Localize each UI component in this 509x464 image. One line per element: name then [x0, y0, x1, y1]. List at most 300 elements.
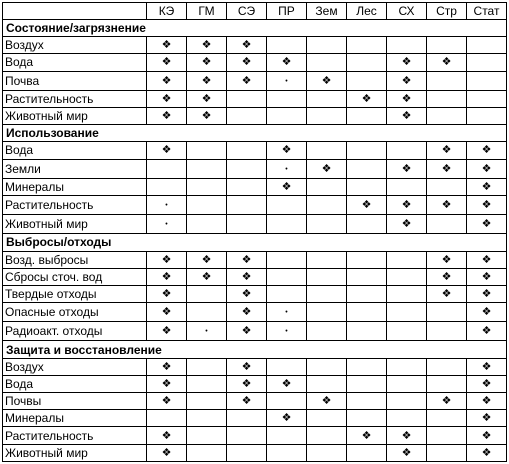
secondary-mark-cell — [147, 215, 187, 234]
row-label: Животный мир — [3, 107, 147, 124]
table-row — [3, 195, 507, 214]
table-row — [3, 303, 507, 322]
table-row — [3, 215, 507, 234]
empty-cell — [387, 178, 427, 195]
empty-cell — [307, 444, 347, 461]
primary-mark-cell — [267, 178, 307, 195]
primary-mark-cell — [147, 142, 187, 159]
empty-cell — [427, 427, 467, 444]
empty-cell — [347, 178, 387, 195]
diamond-mark-icon: ❖ — [201, 270, 212, 283]
row-label: Вода — [3, 142, 147, 159]
empty-cell — [227, 427, 267, 444]
empty-cell — [267, 251, 307, 268]
diamond-mark-icon: ❖ — [201, 74, 212, 87]
diamond-mark-icon: ❖ — [481, 325, 492, 338]
empty-cell — [427, 71, 467, 90]
diamond-mark-icon: ❖ — [441, 270, 452, 283]
row-label: Почвы — [3, 393, 147, 410]
responsibility-matrix-table — [2, 2, 507, 462]
diamond-mark-icon: ❖ — [441, 144, 452, 157]
row-label: Сбросы сточ. вод — [3, 268, 147, 285]
diamond-mark-icon: ❖ — [481, 446, 492, 459]
primary-mark-cell — [347, 90, 387, 107]
diamond-mark-icon: ❖ — [481, 270, 492, 283]
empty-cell — [147, 159, 187, 178]
row-label: Земли — [3, 159, 147, 178]
row-label: Воздух — [3, 358, 147, 375]
diamond-mark-icon: ❖ — [481, 287, 492, 300]
diamond-mark-icon: ❖ — [441, 162, 452, 175]
secondary-mark-cell — [187, 322, 227, 341]
diamond-mark-icon: ❖ — [401, 56, 412, 69]
diamond-mark-icon: ❖ — [481, 162, 492, 175]
primary-mark-cell — [307, 159, 347, 178]
empty-cell — [427, 358, 467, 375]
primary-mark-cell — [227, 393, 267, 410]
primary-mark-cell — [187, 268, 227, 285]
empty-cell — [307, 37, 347, 54]
empty-cell — [307, 54, 347, 71]
column-header: Стат — [467, 3, 507, 20]
diamond-mark-icon: ❖ — [241, 270, 252, 283]
diamond-mark-icon: ❖ — [161, 395, 172, 408]
table-row — [3, 71, 507, 90]
primary-mark-cell — [427, 195, 467, 214]
primary-mark-cell — [187, 251, 227, 268]
column-header: ПР — [267, 3, 307, 20]
primary-mark-cell — [467, 358, 507, 375]
diamond-mark-icon: ❖ — [241, 306, 252, 319]
diamond-mark-icon: ❖ — [161, 110, 172, 123]
primary-mark-cell — [267, 54, 307, 71]
empty-cell — [427, 90, 467, 107]
diamond-mark-icon: ❖ — [161, 325, 172, 338]
table-row — [3, 358, 507, 375]
table-row — [3, 410, 507, 427]
empty-cell — [347, 285, 387, 302]
empty-cell — [307, 427, 347, 444]
empty-cell — [187, 195, 227, 214]
section-header-row — [3, 341, 507, 358]
diamond-mark-icon: ❖ — [281, 377, 292, 390]
empty-cell — [187, 285, 227, 302]
primary-mark-cell — [427, 142, 467, 159]
primary-mark-cell — [267, 375, 307, 392]
empty-cell — [227, 159, 267, 178]
empty-cell — [307, 410, 347, 427]
diamond-mark-icon: ❖ — [201, 92, 212, 105]
secondary-mark-cell — [147, 195, 187, 214]
empty-cell — [267, 90, 307, 107]
empty-cell — [427, 178, 467, 195]
empty-cell — [267, 393, 307, 410]
empty-cell — [307, 215, 347, 234]
diamond-mark-icon: ❖ — [161, 377, 172, 390]
diamond-mark-icon: ❖ — [321, 395, 332, 408]
primary-mark-cell — [227, 54, 267, 71]
diamond-mark-icon: ❖ — [441, 253, 452, 266]
empty-cell — [347, 375, 387, 392]
diamond-mark-icon: ❖ — [401, 110, 412, 123]
empty-cell — [267, 37, 307, 54]
empty-cell — [267, 268, 307, 285]
section-header-row — [3, 125, 507, 142]
primary-mark-cell — [347, 195, 387, 214]
primary-mark-cell — [387, 107, 427, 124]
diamond-mark-icon: ❖ — [201, 39, 212, 52]
diamond-mark-icon: ❖ — [401, 74, 412, 87]
primary-mark-cell — [187, 90, 227, 107]
primary-mark-cell — [227, 285, 267, 302]
empty-cell — [307, 178, 347, 195]
empty-cell — [307, 142, 347, 159]
empty-cell — [187, 375, 227, 392]
primary-mark-cell — [147, 393, 187, 410]
primary-mark-cell — [387, 444, 427, 461]
diamond-mark-icon: ❖ — [361, 429, 372, 442]
primary-mark-cell — [187, 107, 227, 124]
primary-mark-cell — [467, 375, 507, 392]
primary-mark-cell — [187, 54, 227, 71]
empty-cell — [387, 358, 427, 375]
section-title: Использование — [3, 125, 507, 142]
empty-cell — [187, 444, 227, 461]
diamond-mark-icon: ❖ — [161, 56, 172, 69]
primary-mark-cell — [387, 71, 427, 90]
table-row — [3, 322, 507, 341]
row-label: Возд. выбросы — [3, 251, 147, 268]
empty-cell — [347, 54, 387, 71]
diamond-mark-icon: ❖ — [161, 74, 172, 87]
diamond-mark-icon: ❖ — [241, 56, 252, 69]
empty-cell — [267, 444, 307, 461]
table-row — [3, 268, 507, 285]
primary-mark-cell — [387, 195, 427, 214]
diamond-mark-icon: ❖ — [401, 429, 412, 442]
empty-cell — [187, 393, 227, 410]
dot-mark-icon: • — [285, 165, 288, 173]
empty-cell — [427, 107, 467, 124]
empty-cell — [467, 107, 507, 124]
column-header: ГМ — [187, 3, 227, 20]
primary-mark-cell — [187, 71, 227, 90]
primary-mark-cell — [307, 393, 347, 410]
primary-mark-cell — [467, 303, 507, 322]
primary-mark-cell — [427, 268, 467, 285]
dot-mark-icon: • — [165, 221, 168, 229]
empty-cell — [347, 358, 387, 375]
empty-cell — [387, 375, 427, 392]
empty-cell — [387, 268, 427, 285]
row-label: Животный мир — [3, 215, 147, 234]
row-label: Радиоакт. отходы — [3, 322, 147, 341]
empty-cell — [307, 303, 347, 322]
dot-mark-icon: • — [165, 202, 168, 209]
primary-mark-cell — [467, 178, 507, 195]
column-header: Стр — [427, 3, 467, 20]
diamond-mark-icon: ❖ — [441, 287, 452, 300]
primary-mark-cell — [227, 251, 267, 268]
primary-mark-cell — [147, 71, 187, 90]
diamond-mark-icon: ❖ — [241, 253, 252, 266]
diamond-mark-icon: ❖ — [201, 253, 212, 266]
dot-mark-icon: • — [285, 77, 288, 85]
primary-mark-cell — [187, 37, 227, 54]
empty-cell — [187, 178, 227, 195]
empty-cell — [267, 215, 307, 234]
empty-cell — [147, 178, 187, 195]
empty-cell — [347, 251, 387, 268]
dot-mark-icon: • — [285, 328, 288, 336]
empty-cell — [307, 195, 347, 214]
empty-cell — [187, 410, 227, 427]
row-label: Растительность — [3, 90, 147, 107]
diamond-mark-icon: ❖ — [481, 306, 492, 319]
diamond-mark-icon: ❖ — [281, 180, 292, 193]
empty-cell — [227, 444, 267, 461]
diamond-mark-icon: ❖ — [201, 56, 212, 69]
primary-mark-cell — [467, 393, 507, 410]
empty-cell — [467, 71, 507, 90]
diamond-mark-icon: ❖ — [441, 199, 452, 211]
diamond-mark-icon: ❖ — [241, 377, 252, 390]
diamond-mark-icon: ❖ — [481, 395, 492, 408]
empty-cell — [267, 285, 307, 302]
diamond-mark-icon: ❖ — [321, 74, 332, 87]
primary-mark-cell — [267, 410, 307, 427]
table-row — [3, 159, 507, 178]
empty-cell — [227, 195, 267, 214]
diamond-mark-icon: ❖ — [241, 325, 252, 338]
primary-mark-cell — [467, 195, 507, 214]
diamond-mark-icon: ❖ — [481, 144, 492, 157]
empty-cell — [387, 251, 427, 268]
primary-mark-cell — [147, 427, 187, 444]
diamond-mark-icon: ❖ — [161, 39, 172, 52]
empty-cell — [187, 142, 227, 159]
empty-cell — [347, 322, 387, 341]
diamond-mark-icon: ❖ — [241, 360, 252, 373]
diamond-mark-icon: ❖ — [481, 218, 492, 231]
empty-cell — [227, 178, 267, 195]
empty-cell — [347, 393, 387, 410]
section-title: Выбросы/отходы — [3, 234, 507, 251]
row-label: Растительность — [3, 195, 147, 214]
primary-mark-cell — [387, 427, 427, 444]
primary-mark-cell — [467, 159, 507, 178]
empty-cell — [427, 444, 467, 461]
diamond-mark-icon: ❖ — [481, 180, 492, 193]
row-label: Почва — [3, 71, 147, 90]
empty-cell — [307, 251, 347, 268]
row-label: Вода — [3, 375, 147, 392]
diamond-mark-icon: ❖ — [241, 395, 252, 408]
table-row — [3, 285, 507, 302]
diamond-mark-icon: ❖ — [401, 92, 412, 105]
primary-mark-cell — [147, 37, 187, 54]
primary-mark-cell — [387, 90, 427, 107]
header-row — [3, 3, 507, 20]
column-header: Лес — [347, 3, 387, 20]
diamond-mark-icon: ❖ — [241, 74, 252, 87]
diamond-mark-icon: ❖ — [401, 162, 412, 175]
row-label: Вода — [3, 54, 147, 71]
diamond-mark-icon: ❖ — [441, 395, 452, 408]
empty-cell — [227, 90, 267, 107]
primary-mark-cell — [387, 54, 427, 71]
diamond-mark-icon: ❖ — [161, 360, 172, 373]
column-header: КЭ — [147, 3, 187, 20]
empty-cell — [227, 215, 267, 234]
table-row — [3, 37, 507, 54]
empty-cell — [427, 215, 467, 234]
empty-cell — [267, 358, 307, 375]
empty-cell — [427, 322, 467, 341]
empty-cell — [347, 107, 387, 124]
diamond-mark-icon: ❖ — [481, 377, 492, 390]
diamond-mark-icon: ❖ — [161, 306, 172, 319]
empty-cell — [227, 107, 267, 124]
table-row — [3, 251, 507, 268]
row-label: Растительность — [3, 427, 147, 444]
primary-mark-cell — [467, 322, 507, 341]
primary-mark-cell — [427, 54, 467, 71]
primary-mark-cell — [147, 251, 187, 268]
empty-cell — [307, 358, 347, 375]
section-header-row — [3, 20, 507, 37]
primary-mark-cell — [267, 142, 307, 159]
primary-mark-cell — [467, 215, 507, 234]
secondary-mark-cell — [267, 71, 307, 90]
diamond-mark-icon: ❖ — [481, 360, 492, 373]
empty-cell — [227, 142, 267, 159]
empty-cell — [187, 215, 227, 234]
diamond-mark-icon: ❖ — [281, 412, 292, 425]
row-label: Минералы — [3, 410, 147, 427]
empty-cell — [307, 107, 347, 124]
empty-cell — [467, 54, 507, 71]
row-label: Животный мир — [3, 444, 147, 461]
empty-cell — [347, 159, 387, 178]
diamond-mark-icon: ❖ — [241, 287, 252, 300]
table-row — [3, 107, 507, 124]
primary-mark-cell — [227, 375, 267, 392]
primary-mark-cell — [147, 90, 187, 107]
primary-mark-cell — [427, 393, 467, 410]
empty-cell — [347, 303, 387, 322]
primary-mark-cell — [467, 251, 507, 268]
diamond-mark-icon: ❖ — [361, 199, 372, 211]
diamond-mark-icon: ❖ — [481, 199, 492, 211]
table-row — [3, 54, 507, 71]
empty-cell — [347, 142, 387, 159]
primary-mark-cell — [467, 285, 507, 302]
empty-cell — [147, 410, 187, 427]
empty-cell — [387, 37, 427, 54]
primary-mark-cell — [147, 444, 187, 461]
primary-mark-cell — [467, 268, 507, 285]
diamond-mark-icon: ❖ — [161, 270, 172, 283]
diamond-mark-icon: ❖ — [161, 429, 172, 442]
secondary-mark-cell — [267, 159, 307, 178]
empty-cell — [387, 142, 427, 159]
primary-mark-cell — [147, 285, 187, 302]
diamond-mark-icon: ❖ — [161, 253, 172, 266]
column-header: СЭ — [227, 3, 267, 20]
primary-mark-cell — [147, 322, 187, 341]
dot-mark-icon: • — [285, 309, 288, 317]
primary-mark-cell — [147, 268, 187, 285]
table-row — [3, 142, 507, 159]
empty-cell — [467, 37, 507, 54]
table-row — [3, 178, 507, 195]
empty-cell — [267, 195, 307, 214]
empty-cell — [387, 322, 427, 341]
diamond-mark-icon: ❖ — [321, 162, 332, 175]
diamond-mark-icon: ❖ — [441, 56, 452, 69]
primary-mark-cell — [467, 427, 507, 444]
primary-mark-cell — [227, 268, 267, 285]
diamond-mark-icon: ❖ — [201, 110, 212, 123]
empty-cell — [267, 427, 307, 444]
diamond-mark-icon: ❖ — [401, 218, 412, 231]
empty-cell — [347, 444, 387, 461]
empty-cell — [347, 37, 387, 54]
empty-cell — [347, 410, 387, 427]
diamond-mark-icon: ❖ — [481, 412, 492, 425]
primary-mark-cell — [387, 215, 427, 234]
empty-cell — [427, 410, 467, 427]
primary-mark-cell — [147, 54, 187, 71]
primary-mark-cell — [227, 322, 267, 341]
dot-mark-icon: • — [205, 328, 208, 336]
empty-cell — [227, 410, 267, 427]
empty-cell — [307, 375, 347, 392]
diamond-mark-icon: ❖ — [361, 92, 372, 105]
row-label: Воздух — [3, 37, 147, 54]
primary-mark-cell — [147, 107, 187, 124]
empty-cell — [187, 427, 227, 444]
section-title: Состояние/загрязнение — [3, 20, 507, 37]
primary-mark-cell — [427, 285, 467, 302]
table-row — [3, 427, 507, 444]
diamond-mark-icon: ❖ — [161, 144, 172, 157]
empty-cell — [427, 375, 467, 392]
empty-cell — [187, 358, 227, 375]
diamond-mark-icon: ❖ — [161, 287, 172, 300]
primary-mark-cell — [147, 375, 187, 392]
diamond-mark-icon: ❖ — [281, 56, 292, 69]
secondary-mark-cell — [267, 303, 307, 322]
table-row — [3, 375, 507, 392]
primary-mark-cell — [387, 159, 427, 178]
column-header: СХ — [387, 3, 427, 20]
primary-mark-cell — [427, 251, 467, 268]
primary-mark-cell — [227, 358, 267, 375]
row-label: Твердые отходы — [3, 285, 147, 302]
primary-mark-cell — [467, 142, 507, 159]
empty-cell — [467, 90, 507, 107]
diamond-mark-icon: ❖ — [241, 39, 252, 52]
primary-mark-cell — [467, 410, 507, 427]
empty-cell — [187, 303, 227, 322]
empty-cell — [387, 410, 427, 427]
diamond-mark-icon: ❖ — [481, 253, 492, 266]
section-title: Защита и восстановление — [3, 341, 507, 358]
primary-mark-cell — [147, 358, 187, 375]
corner-cell — [3, 3, 147, 20]
